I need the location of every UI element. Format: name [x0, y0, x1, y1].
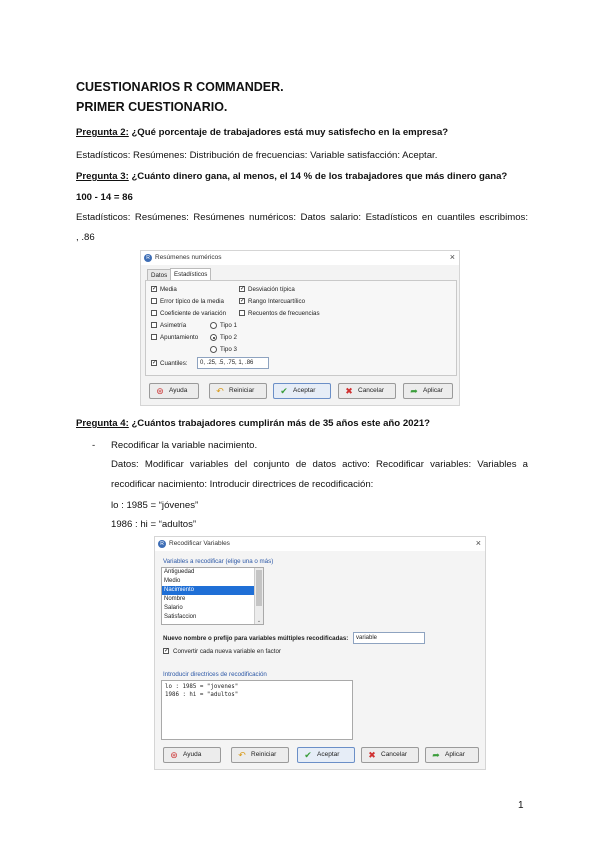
cancel-button-label: Cancelar	[381, 751, 408, 758]
tab-estadisticos[interactable]: Estadísticos	[170, 268, 211, 281]
variable-list-item[interactable]: Nombre	[164, 596, 186, 602]
cancel-button[interactable]	[338, 383, 396, 399]
new-name-input[interactable]: variable	[353, 632, 425, 644]
dialog2-title: Recodificar Variables	[169, 540, 230, 547]
directives-label: Introducir directrices de recodificación	[163, 671, 267, 678]
apply-button[interactable]	[425, 747, 479, 763]
recuentos-checkbox[interactable]	[239, 310, 245, 316]
question-4	[76, 418, 430, 429]
ok-button[interactable]	[297, 747, 355, 763]
page-number: 1	[518, 800, 524, 811]
coef-label: Coeficiente de variación	[160, 310, 227, 317]
tipo3-label: Tipo 3	[220, 346, 237, 353]
tipo2-radio[interactable]	[210, 334, 217, 341]
question-3-label: Pregunta 3:	[76, 171, 129, 182]
dialog2-titlebar	[155, 537, 485, 551]
factor-label: Convertir cada nueva variable en factor	[173, 648, 281, 655]
dialog-title: Resúmenes numéricos	[155, 254, 222, 261]
checkmark-icon: ✔	[280, 386, 288, 396]
question-4-step-cont: recodificar nacimiento: Introducir directrices de recodificación:	[111, 479, 374, 490]
ok-button-label: Aceptar	[317, 751, 340, 758]
cancel-button-label: Cancelar	[358, 387, 385, 394]
reset-button[interactable]	[209, 383, 267, 399]
ok-button[interactable]	[273, 383, 331, 399]
question-3-text: ¿Cuánto dinero gana, al menos, el 14 % de los trabajadores que más dinero gana?	[128, 171, 508, 182]
close-icon[interactable]: ×	[449, 252, 455, 262]
reset-button[interactable]	[231, 747, 289, 763]
cross-icon: ✖	[368, 750, 376, 760]
directive-line-2: 1986 : hi = "adultos"	[165, 692, 239, 698]
numeric-summaries-dialog	[140, 250, 460, 406]
list-scrollbar[interactable]	[254, 568, 263, 624]
question-3-calculation: 100 - 14 = 86	[76, 192, 133, 203]
variables-listbox[interactable]	[161, 567, 264, 625]
variable-list-item[interactable]: Salario	[164, 605, 183, 611]
rango-label: Rango Intercuartílico	[248, 298, 306, 305]
checkmark-icon: ✔	[304, 750, 312, 760]
recuentos-label: Recuentos de frecuencias	[248, 310, 320, 317]
question-4-step: Datos: Modificar variables del conjunto de datos activo: Recodificar variables: Variables a	[111, 459, 528, 470]
scroll-down-icon[interactable]: ⌄	[256, 618, 262, 624]
coef-checkbox[interactable]	[151, 310, 157, 316]
media-checkbox[interactable]: ✓	[152, 286, 158, 292]
question-3-answer-cont: , .86	[76, 232, 95, 243]
help-button[interactable]	[163, 747, 221, 763]
apply-button[interactable]	[403, 383, 453, 399]
undo-arrow-icon: ↶	[238, 750, 246, 760]
recode-rule-1: lo : 1985 = “jóvenes”	[111, 500, 199, 511]
question-2-label: Pregunta 2:	[76, 127, 129, 138]
desviacion-checkbox[interactable]: ✓	[240, 286, 246, 292]
question-4-bullet: Recodificar la variable nacimiento.	[111, 440, 258, 451]
tipo1-label: Tipo 1	[220, 322, 237, 329]
apuntamiento-checkbox[interactable]	[151, 334, 157, 340]
help-button[interactable]	[149, 383, 199, 399]
quantiles-input[interactable]: 0, .25, .5, .75, 1, .86	[197, 357, 269, 369]
tab-datos[interactable]: Datos	[147, 269, 171, 281]
cuantiles-label: Cuantiles:	[160, 360, 188, 367]
question-3-answer: Estadísticos: Resúmenes: Resúmenes numéricos: Datos salario: Estadísticos en cuantiles escribimos:	[76, 212, 528, 223]
question-4-text: ¿Cuántos trabajadores cumplirán más de 35 años este año 2021?	[128, 418, 431, 429]
undo-arrow-icon: ↶	[216, 386, 224, 396]
lifebuoy-icon: ⊛	[170, 750, 178, 760]
variable-list-item[interactable]: Medio	[164, 578, 181, 584]
apuntamiento-label: Apuntamiento	[160, 334, 199, 341]
variable-list-item[interactable]: Antiguedad	[164, 569, 195, 575]
error-label: Error típico de la media	[160, 298, 224, 305]
help-button-label: Ayuda	[169, 387, 188, 394]
bullet-dash: -	[92, 440, 96, 451]
error-checkbox[interactable]	[151, 298, 157, 304]
tipo3-radio[interactable]	[210, 346, 217, 353]
scrollbar-thumb[interactable]	[256, 570, 262, 606]
asimetria-label: Asimetría	[160, 322, 187, 329]
cuantiles-checkbox[interactable]: ✓	[152, 360, 158, 366]
new-name-label: Nuevo nombre o prefijo para variables múltiples recodificadas:	[163, 635, 349, 642]
document-title: CUESTIONARIOS R COMMANDER.	[76, 80, 284, 94]
variable-list-item[interactable]: Satisfaccion	[164, 614, 197, 620]
directive-line-1: lo : 1985 = "jovenes"	[165, 684, 239, 690]
directives-textarea[interactable]	[161, 680, 353, 740]
cross-icon: ✖	[345, 386, 353, 396]
tipo1-radio[interactable]	[210, 322, 217, 329]
statistics-panel	[145, 280, 457, 376]
reset-button-label: Reiniciar	[251, 751, 277, 758]
cancel-button[interactable]	[361, 747, 419, 763]
ok-button-label: Aceptar	[293, 387, 316, 394]
tipo2-label: Tipo 2	[220, 334, 237, 341]
asimetria-checkbox[interactable]	[151, 322, 157, 328]
lifebuoy-icon: ⊛	[156, 386, 164, 396]
forward-arrow-icon: ➦	[410, 386, 418, 396]
section-title: PRIMER CUESTIONARIO.	[76, 100, 228, 114]
apply-button-label: Aplicar	[445, 751, 465, 758]
media-label: Media	[160, 286, 177, 293]
rango-checkbox[interactable]: ✓	[240, 298, 246, 304]
r-logo-icon: R	[158, 540, 166, 548]
apply-button-label: Aplicar	[423, 387, 443, 394]
close-icon[interactable]: ×	[475, 538, 481, 548]
variable-list-item[interactable]: Nacimiento	[162, 586, 263, 595]
recode-rule-2: 1986 : hi = “adultos”	[111, 519, 197, 530]
variables-list-label: Variables a recodificar (elige una o más)	[163, 558, 274, 565]
question-4-label: Pregunta 4:	[76, 418, 129, 429]
recode-variables-dialog	[154, 536, 486, 770]
question-3	[76, 171, 507, 182]
question-2-text: ¿Qué porcentaje de trabajadores está muy satisfecho en la empresa?	[128, 127, 449, 138]
reset-button-label: Reiniciar	[229, 387, 255, 394]
dialog-titlebar	[141, 251, 459, 265]
help-button-label: Ayuda	[183, 751, 202, 758]
factor-checkbox[interactable]: ✓	[164, 648, 170, 654]
question-2	[76, 127, 448, 138]
r-logo-icon: R	[144, 254, 152, 262]
question-2-answer: Estadísticos: Resúmenes: Distribución de frecuencias: Variable satisfacción: Aceptar.	[76, 150, 438, 161]
forward-arrow-icon: ➦	[432, 750, 440, 760]
desviacion-label: Desviación típica	[248, 286, 295, 293]
